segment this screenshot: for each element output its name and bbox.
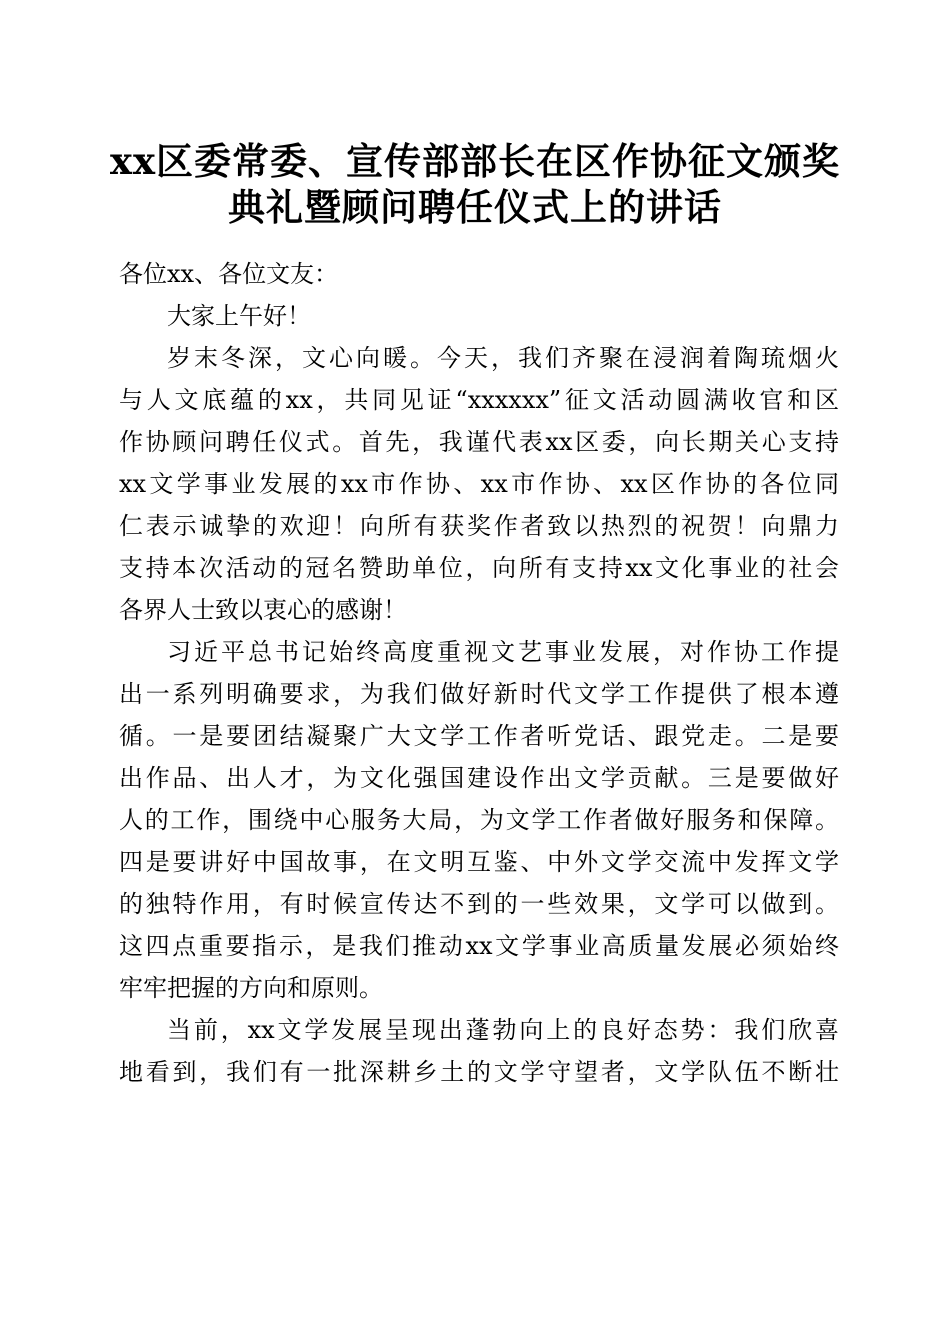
paragraph-line: 作协顾问聘任仪式。首先，我谨代表xx区委，向长期关心支持 (119, 428, 839, 456)
document-body (119, 253, 839, 1093)
paragraph-line: 习近平总书记始终高度重视文艺事业发展，对作协工作提 (167, 638, 839, 666)
title-line-1: xx区委常委、宣传部部长在区作协征文颁奖 (109, 139, 841, 183)
paragraph-line: 当前，xx文学发展呈现出蓬勃向上的良好态势：我们欣喜 (167, 1016, 839, 1044)
paragraph-line: 四是要讲好中国故事，在文明互鉴、中外文学交流中发挥文学 (119, 848, 839, 876)
paragraph-line: 人的工作，围绕中心服务大局，为文学工作者做好服务和保障。 (119, 806, 839, 834)
page-title (80, 138, 870, 230)
paragraph-line: 循。一是要团结凝聚广大文学工作者听党话、跟党走。二是要 (119, 722, 839, 750)
paragraph-line: 的独特作用，有时候宣传达不到的一些效果，文学可以做到。 (119, 890, 839, 918)
paragraph-line: 仁表示诚挚的欢迎！向所有获奖作者致以热烈的祝贺！向鼎力 (119, 512, 839, 540)
paragraph-line: 支持本次活动的冠名赞助单位，向所有支持xx文化事业的社会 (119, 554, 839, 582)
paragraph-line: 出作品、出人才，为文化强国建设作出文学贡献。三是要做好 (119, 764, 839, 792)
paragraph-line: 与人文底蕴的xx，共同见证“xxxxxx”征文活动圆满收官和区 (119, 386, 839, 414)
paragraph-2 (119, 631, 839, 1009)
paragraph-line: 各界人士致以衷心的感谢！ (119, 596, 407, 624)
paragraph-1 (119, 337, 839, 631)
title-line-2: 典礼暨顾问聘任仪式上的讲话 (228, 185, 722, 229)
greeting: 大家上午好！ (167, 302, 311, 330)
paragraph-line: xx文学事业发展的xx市作协、xx市作协、xx区作协的各位同 (119, 470, 839, 498)
paragraph-line: 岁末冬深，文心向暖。今天，我们齐聚在浸润着陶琉烟火 (167, 344, 839, 372)
salutation: 各位xx、各位文友： (119, 260, 339, 288)
paragraph-line: 出一系列明确要求，为我们做好新时代文学工作提供了根本遵 (119, 680, 839, 708)
paragraph-line: 地看到，我们有一批深耕乡土的文学守望者，文学队伍不断壮 (119, 1058, 839, 1086)
paragraph-line: 这四点重要指示，是我们推动xx文学事业高质量发展必须始终 (119, 932, 839, 960)
paragraph-3 (119, 1009, 839, 1093)
paragraph-line: 牢牢把握的方向和原则。 (119, 974, 383, 1002)
